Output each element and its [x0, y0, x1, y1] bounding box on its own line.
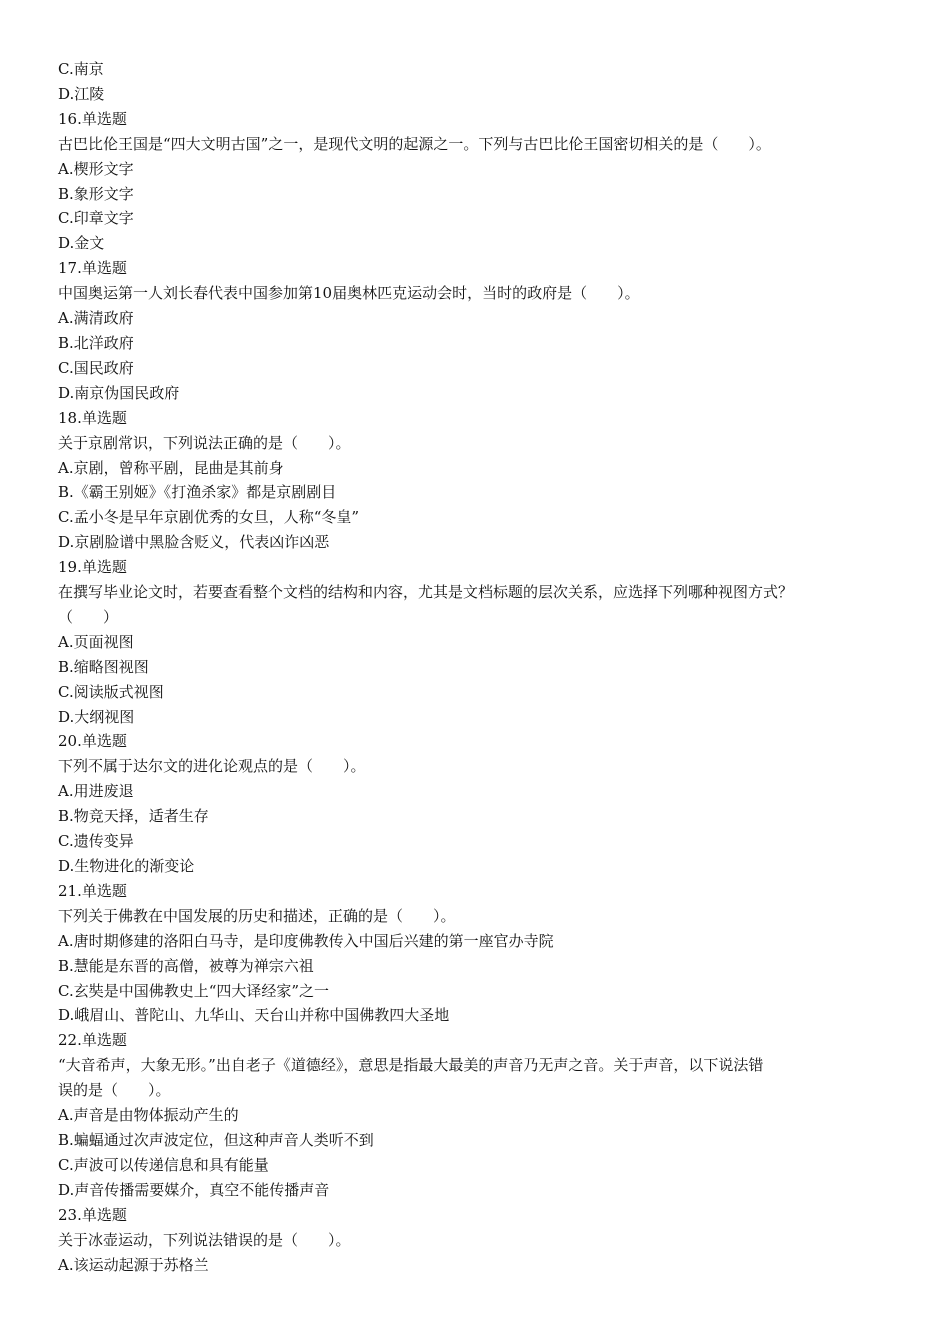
question-text: （ ） — [58, 607, 119, 626]
question-text: 古巴比伦王国是“四大文明古国”之一，是现代文明的起源之一。下列与古巴比伦王国密切相关的是（ ）。 — [58, 134, 771, 153]
question-heading: 23.单选题 — [58, 1205, 127, 1224]
document-page — [58, 57, 888, 1277]
option-text: C.阅读版式视图 — [58, 682, 164, 701]
question-heading: 16.单选题 — [58, 109, 127, 128]
question-text: “大音希声，大象无形。”出自老子《道德经》，意思是指最大最美的声音乃无声之音。关于声音，以下说法错 — [58, 1056, 764, 1075]
option-text: A.唐时期修建的洛阳白马寺，是印度佛教传入中国后兴建的第一座官办寺院 — [58, 931, 554, 950]
question-heading: 21.单选题 — [58, 881, 127, 900]
question-text: 下列不属于达尔文的进化论观点的是（ ）。 — [58, 757, 366, 776]
option-text: A.楔形文字 — [58, 159, 134, 178]
option-text: D.生物进化的渐变论 — [58, 857, 195, 875]
option-text: B.物竞天择，适者生存 — [58, 807, 209, 826]
question-text: 关于冰壶运动，下列说法错误的是（ ）。 — [58, 1230, 351, 1249]
option-text: B.蝙蝠通过次声波定位，但这种声音人类听不到 — [58, 1130, 374, 1149]
option-text: C.遗传变异 — [58, 832, 134, 851]
option-text: A.页面视图 — [58, 632, 134, 651]
option-text: A.京剧，曾称平剧，昆曲是其前身 — [58, 458, 284, 477]
question-heading: 17.单选题 — [58, 259, 127, 278]
option-text: A.声音是由物体振动产生的 — [58, 1106, 239, 1125]
option-text: C.声波可以传递信息和具有能量 — [58, 1155, 269, 1174]
question-heading: 19.单选题 — [58, 558, 127, 577]
option-text: A.该运动起源于苏格兰 — [58, 1255, 209, 1274]
question-text: 关于京剧常识，下列说法正确的是（ ）。 — [58, 433, 351, 452]
option-text: B.《霸王别姬》《打渔杀家》都是京剧剧目 — [58, 483, 337, 502]
question-heading: 22.单选题 — [58, 1031, 127, 1050]
question-heading: 18.单选题 — [58, 408, 127, 427]
option-text: C.国民政府 — [58, 358, 134, 377]
option-text: B.北洋政府 — [58, 333, 134, 352]
option-text: A.用进废退 — [58, 782, 134, 801]
option-text: D.峨眉山、普陀山、九华山、天台山并称中国佛教四大圣地 — [58, 1006, 450, 1025]
option-text: D.大纲视图 — [58, 707, 135, 726]
option-text: D.声音传播需要媒介，真空不能传播声音 — [58, 1180, 330, 1199]
option-text: B.缩略图视图 — [58, 657, 149, 676]
question-heading: 20.单选题 — [58, 732, 127, 751]
question-text: 在撰写毕业论文时，若要查看整个文档的结构和内容，尤其是文档标题的层次关系，应选择下列哪种视图方式？ — [58, 583, 794, 602]
option-text: C.南京 — [58, 60, 104, 78]
option-text: D.南京伪国民政府 — [58, 383, 180, 402]
option-text: D.江陵 — [58, 84, 105, 103]
option-text: D.金文 — [58, 234, 105, 253]
option-text: A.满清政府 — [58, 309, 134, 328]
question-text: 下列关于佛教在中国发展的历史和描述，正确的是（ ）。 — [58, 906, 456, 925]
question-text: 误的是（ ）。 — [58, 1081, 171, 1100]
option-text: C.印章文字 — [58, 209, 134, 228]
option-text: C.玄奘是中国佛教史上“四大译经家”之一 — [58, 981, 330, 1000]
option-text: B.慧能是东晋的高僧，被尊为禅宗六祖 — [58, 956, 314, 975]
option-text: D.京剧脸谱中黑脸含贬义，代表凶诈凶恶 — [58, 533, 330, 552]
question-text: 中国奥运第一人刘长春代表中国参加第10届奥林匹克运动会时，当时的政府是（ ）。 — [58, 284, 640, 303]
option-text: B.象形文字 — [58, 184, 134, 203]
option-text: C.孟小冬是早年京剧优秀的女旦，人称“冬皇” — [58, 508, 360, 527]
